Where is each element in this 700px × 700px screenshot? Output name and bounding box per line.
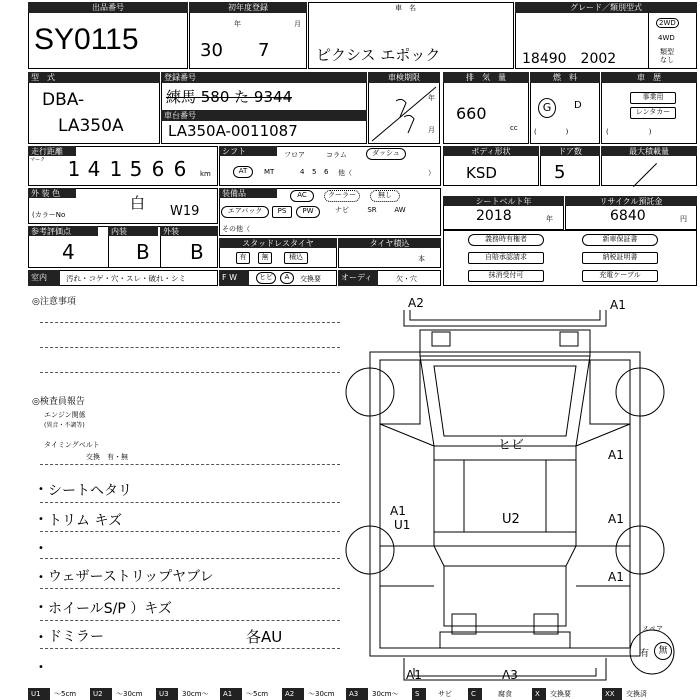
- damage-mark: A1: [610, 298, 626, 312]
- legend-code: C: [468, 688, 482, 700]
- history-rental: レンタカー: [630, 107, 676, 119]
- damage-mark: A1: [390, 504, 406, 518]
- recycle-label: リサイクル預託金: [565, 196, 697, 206]
- color-label: 外 装 色: [28, 188, 76, 198]
- displacement-label: 排 気 量: [443, 72, 529, 83]
- grade-label: グレード／類別型式: [515, 2, 697, 13]
- interior-label: 内装: [108, 226, 158, 236]
- equipment-label: 装備品: [219, 188, 277, 198]
- damage-mark: A1: [608, 570, 624, 584]
- doors-label: ドア数: [540, 146, 600, 156]
- mileage-digit: 1: [67, 157, 81, 181]
- doc-cable: 充電ケーブル: [582, 270, 658, 282]
- spare-no: 無: [654, 642, 672, 660]
- note-item-right: 各AU: [246, 628, 283, 646]
- equip-ac: AC: [290, 190, 314, 202]
- legend-code: S: [412, 688, 426, 700]
- equip-cooler: クーラー: [324, 190, 360, 202]
- caution-title: ◎注意事項: [32, 297, 76, 307]
- shift-mt: MT: [264, 168, 275, 176]
- eval-value: 4: [62, 240, 75, 264]
- drive-none: 類型なし: [660, 48, 674, 64]
- capacity-value: ／: [632, 162, 659, 192]
- shift-dash: ダッシュ: [366, 148, 406, 160]
- fuel-g: G: [538, 98, 556, 118]
- shift-floor: フロア: [284, 151, 305, 159]
- equip-aw: AW: [394, 206, 406, 214]
- fw-a: A: [280, 272, 294, 284]
- color-code-value: W19: [170, 204, 200, 219]
- eval-label: 参考評価点: [28, 226, 98, 236]
- displacement-unit: cc: [510, 124, 518, 132]
- exterior-value: B: [190, 240, 204, 264]
- legend-code: XX: [602, 688, 622, 700]
- legend-range: 30cm～: [182, 690, 209, 698]
- interior-cond-label: 室内: [28, 270, 60, 286]
- legend-code: X: [532, 688, 546, 700]
- seatbelt-value: 2018: [476, 208, 512, 224]
- body-value: KSD: [466, 164, 497, 182]
- legend-code: U3: [156, 688, 178, 700]
- recycle-unit: 円: [680, 215, 687, 223]
- body-label: ボディ形状: [443, 146, 539, 156]
- doors-value: 5: [554, 162, 566, 183]
- engine-sub: (異音・不調等): [44, 422, 85, 429]
- legend-code: A3: [346, 688, 368, 700]
- first-reg-year: 30: [200, 40, 223, 61]
- seatbelt-label: シートベルト年: [443, 196, 564, 206]
- mileage-digits: [64, 156, 192, 182]
- equip-sr: SR: [367, 206, 377, 214]
- equip-pw: PW: [296, 206, 320, 218]
- timing-label: タイミングベルト: [44, 441, 100, 449]
- shift-at: AT: [233, 166, 253, 178]
- mileage-digit: 4: [87, 157, 101, 181]
- inspector-title: ◎検査員報告: [32, 397, 85, 407]
- damage-mark: A1: [406, 668, 422, 682]
- equip-none: 無し: [370, 190, 400, 202]
- note-item: ホイールS/P ）キズ: [48, 601, 172, 617]
- doc-warranty: 新車保証書: [582, 234, 658, 246]
- studless-no: 無: [258, 252, 272, 264]
- audio-value: 欠・穴: [396, 275, 417, 283]
- note-item: ウェザーストリップヤブレ: [48, 569, 214, 585]
- shift-4: 4: [300, 168, 305, 176]
- legend-range: ～30cm: [116, 690, 143, 698]
- shift-5: 5: [312, 168, 317, 176]
- mileage-digit: 1: [109, 157, 123, 181]
- displacement-value: 660: [456, 104, 487, 123]
- capacity-label: 最大積載量: [601, 146, 697, 156]
- tire-label: タイヤ積込: [338, 238, 441, 248]
- shift-6: 6: [324, 168, 329, 176]
- damage-mark: A3: [502, 668, 518, 682]
- damage-mark: A1: [608, 512, 624, 526]
- spare-yes: 有: [640, 649, 650, 659]
- chassis-value: LA350A-0011087: [168, 122, 298, 140]
- mileage-digit: 5: [129, 157, 143, 181]
- history-label: 車 歴: [601, 72, 697, 83]
- inspection-year-unit: 年: [428, 94, 435, 102]
- damage-mark: U1: [394, 518, 411, 532]
- fuel-paren: ( ): [534, 128, 569, 136]
- mileage-digit: 6: [173, 157, 187, 181]
- legend-range: ～30cm: [308, 690, 335, 698]
- fw-replace: 交換要: [300, 275, 321, 283]
- inspection-month-unit: 月: [428, 126, 435, 134]
- reg-no-value: 練馬 580 た 9344: [166, 88, 293, 106]
- drive-4wd: 4WD: [658, 34, 675, 42]
- reg-no-label: 登録番号: [161, 72, 367, 83]
- studless-yes: 有: [236, 252, 250, 264]
- tire-unit: 本: [418, 255, 425, 263]
- model-label: 型 式: [28, 72, 160, 83]
- lot-label: 出品番号: [28, 2, 188, 13]
- note-bullet: •: [38, 484, 44, 495]
- legend-range: 腐食: [498, 690, 512, 698]
- note-bullet: •: [38, 572, 44, 583]
- model-value-1: DBA-: [42, 90, 85, 110]
- car-name: ピクシス エポック: [316, 46, 441, 64]
- damage-mark: A2: [408, 296, 424, 310]
- legend-range: 交換要: [550, 690, 571, 698]
- fw-crack: ヒビ: [256, 272, 276, 284]
- legend-code: A1: [220, 688, 242, 700]
- legend-range: ～5cm: [54, 690, 77, 698]
- grade-value: 18490 2002: [522, 51, 617, 67]
- doc-insurance: 自賠承認請求: [468, 252, 544, 264]
- note-item: シートヘタリ: [48, 483, 132, 499]
- studless-label: スタッドレスタイヤ: [219, 238, 337, 248]
- legend-range: ～5cm: [246, 690, 269, 698]
- history-business: 事業用: [630, 92, 676, 104]
- interior-cond: 汚れ・コゲ・穴・スレ・破れ・シミ: [66, 274, 186, 283]
- doc-tax: 納税証明書: [582, 252, 658, 264]
- legend-code: U2: [90, 688, 112, 700]
- mileage-unit: km: [200, 170, 211, 178]
- inspection-strike-icon: [368, 83, 440, 144]
- studless-load: 積込: [284, 252, 308, 264]
- year-unit: 年: [234, 20, 241, 28]
- legend-range: 交換済: [626, 690, 647, 698]
- color-value: 白: [130, 194, 146, 212]
- first-reg-month: 7: [258, 40, 270, 61]
- model-value-2: LA350A: [58, 116, 124, 136]
- equip-ps: PS: [272, 206, 292, 218]
- timing-value: 交換 有・無: [86, 453, 128, 461]
- seatbelt-unit: 年: [546, 215, 553, 223]
- damage-mark: U2: [502, 512, 520, 527]
- car-name-label: 車 名: [395, 4, 416, 12]
- note-item: ドミラー: [48, 629, 104, 645]
- first-reg-label: 初年度登録: [189, 2, 307, 13]
- shift-column: コラム: [326, 151, 347, 159]
- fuel-d: D: [574, 100, 582, 111]
- equip-navi: ナビ: [335, 206, 349, 214]
- exterior-label: 外装: [160, 226, 218, 236]
- fw-label: F W: [219, 270, 249, 286]
- shift-close: ）: [428, 169, 435, 177]
- note-bullet: •: [38, 514, 44, 525]
- mileage-digit: 6: [151, 157, 165, 181]
- color-code-label: (カラーNo: [32, 211, 66, 219]
- month-unit: 月: [294, 20, 301, 28]
- doc-obligation: 義務時有権者: [468, 234, 544, 246]
- shift-other: 他（: [338, 169, 352, 177]
- legend-range: サビ: [438, 690, 452, 698]
- fuel-label: 燃 料: [530, 72, 600, 83]
- legend-bar: [28, 688, 700, 700]
- shift-label: シフト: [219, 146, 277, 156]
- history-paren: ( ): [606, 128, 652, 136]
- drive-2wd: 2WD: [656, 18, 679, 28]
- mileage-mark: マーク: [30, 157, 46, 163]
- doc-cancel: 抹消受付可: [468, 270, 544, 282]
- note-bullet: •: [38, 543, 44, 554]
- mileage-label: 走行距離: [28, 146, 76, 156]
- recycle-value: 6840: [610, 208, 646, 224]
- lot-number: SY0115: [34, 23, 139, 56]
- note-item: トリム キズ: [48, 513, 123, 529]
- note-bullet: •: [38, 662, 44, 673]
- inspection-label: 車検期限: [368, 72, 440, 83]
- note-bullet: •: [38, 602, 44, 613]
- equip-airbag: エアバック: [221, 206, 269, 218]
- engine-label: エンジン関係: [44, 411, 86, 419]
- note-bullet: •: [38, 632, 44, 643]
- interior-value: B: [136, 240, 150, 264]
- equip-other: その他（: [222, 225, 250, 233]
- audio-label: オーディオ: [338, 270, 378, 286]
- damage-mark: ヒビ: [498, 438, 525, 453]
- legend-code: U1: [28, 688, 50, 700]
- spare-label: スペア: [642, 625, 663, 633]
- chassis-label: 車台番号: [161, 110, 367, 121]
- legend-code: A2: [282, 688, 304, 700]
- legend-range: 30cm～: [372, 690, 399, 698]
- damage-mark: A1: [608, 448, 624, 462]
